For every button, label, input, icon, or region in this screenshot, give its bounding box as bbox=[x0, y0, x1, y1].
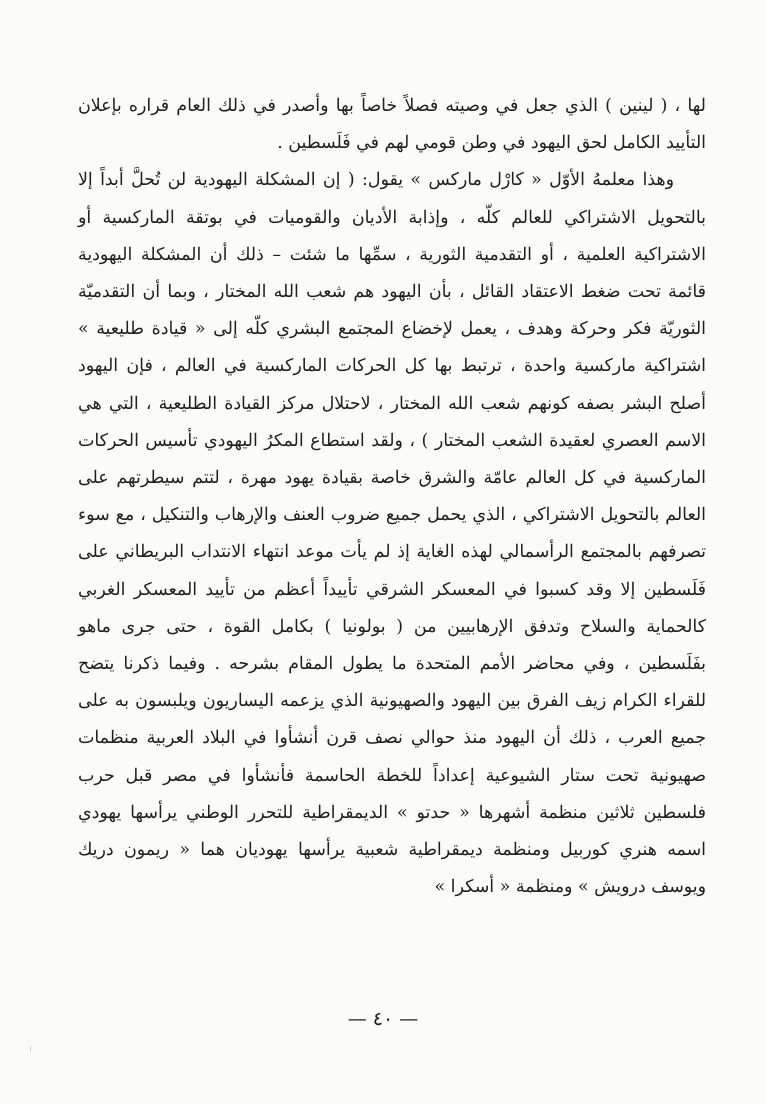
body-text bbox=[78, 88, 706, 906]
page-number: — ٤٠ — bbox=[347, 1008, 419, 1030]
paragraph: لها ، ( لينين ) الذي جعل في وصيته فصلاً خاصاً بها وأصدر في ذلك العام قراره بإعلان التأييد الكامل لحق اليهود في وطن قومي لهم في فَلَسطين . bbox=[78, 96, 706, 154]
paragraph: وهذا معلمهُ الأوّل « كارْل ماركس » يقول: ( إن المشكلة اليهودية لن تُحلَّ أبداً إلا بالتحويل الاشتراكي للعالم كلّه ، وإذابة الأديان والقوميات في بوتقة الماركسية أو الاشتراكية العلمية ، أو التقدمية الثورية ، سمِّها ما شئت – ذلك أن المشكلة اليهودية قائمة تحت ضغط الاعتقاد القائل ، بأن اليهود هم شعب الله المختار ، وبما أن التقدميّة الثوريّة فكر وحركة وهدف ، يعمل لإخضاع المجتمع البشري كلّه إلى « قيادة طليعية » اشتراكية ماركسية واحدة ، ترتبط بها كل الحركات الماركسية في العالم ، فإن اليهود أصلح البشر بصفه كونهم شعب الله المختار ، لاحتلال مركز القيادة الطليعية ، التي هي الاسم العصري لعقيدة الشعب المختار ) ، ولقد استطاع المكرُ اليهودي تأسيس الحركات الماركسية في كل العالم عامّة والشرق خاصة بقيادة يهود مهرة ، لتتم سيطرتهم على العالم بالتحويل الاشتراكي ، الذي يحمل جميع ضروب العنف والإرهاب والتنكيل ، مع سوء تصرفهم بالمجتمع الرأسمالي لهذه الغاية إذ لم يأت موعد انتهاء الانتداب البريطاني على فَلَسطين إلا وقد كسبوا في المعسكر الشرقي تأييداً أعظم من تأييد المعسكر الغربي كالحماية والسلاح وتدفق الإرهابيين من ( بولونيا ) بكامل القوة ، حتى جرى ماهو بفَلَسطين ، وفي محاضر الأمم المتحدة ما يطول المقام بشرحه . وفيما ذكرنا يتضح للقراء الكرام زيف الفرق بين اليهود والصهيونية الذي يزعمه اليساريون ويلبسون به على جميع العرب ، ذلك أن اليهود منذ حوالي نصف قرن أنشأوا في البلاد العربية منظمات صهيونية تحت ستار الشيوعية إعداداً للخطة الحاسمة فأنشأوا في مصر قبل حرب فلسطين ثلاثين منظمة أشهرها « حدتو » الديمقراطية للتحرر الوطني يرأسها يهودي اسمه هنري كوربيل ومنظمة ديمقراطية شعبية يرأسها يهوديان هما « ريمون دريك ويوسف درويش » ومنظمة « أسكرا » bbox=[78, 170, 706, 898]
scan-mark bbox=[30, 1046, 31, 1052]
